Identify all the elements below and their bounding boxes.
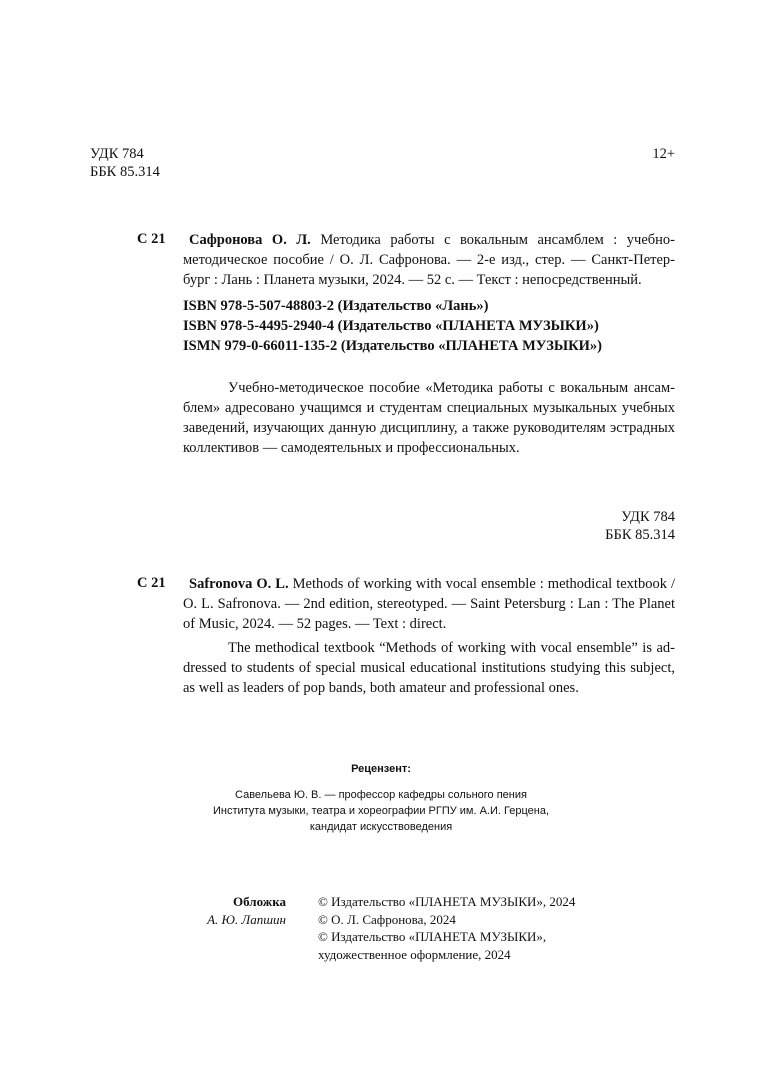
- en-entry-continuation: [183, 594, 675, 634]
- en-classification: [540, 508, 675, 544]
- reviewer-line-2: Института музыки, театра и хореографии РГПУ им. А.И. Герцена,: [212, 805, 550, 817]
- en-abstract-line-2: dressed to students of special musical educational institutions studying this subject,: [183, 660, 675, 676]
- ru-abstract-line-4: коллективов — самодеятельных и профессиональных.: [183, 440, 520, 456]
- reviewer-line-3: кандидат искусствоведения: [309, 821, 453, 833]
- en-entry-description: [189, 574, 675, 594]
- en-abstract-line-1: The methodical textbook “Methods of working with vocal ensemble” is ad-: [228, 640, 675, 656]
- ru-entry-code: С 21: [137, 231, 166, 247]
- en-abstract: [183, 638, 675, 698]
- udk-code: УДК 784: [90, 146, 144, 162]
- en-entry-title: Methods of working with vocal ensemble : methodical textbook /: [292, 576, 675, 592]
- isbn-lan: ISBN 978-5-507-48803-2 (Издательство «Лань»): [183, 298, 489, 314]
- en-abstract-line-3: as well as leaders of pop bands, both amateur and professional ones.: [183, 680, 579, 696]
- en-entry-line-2: O. L. Safronova. — 2nd edition, stereotyped. — Saint Petersburg : Lan : The Planet: [183, 596, 675, 612]
- en-entry-code: С 21: [137, 575, 166, 591]
- en-entry-line-3: of Music, 2024. — 52 pages. — Text : direct.: [183, 616, 447, 632]
- copyright-list: [318, 893, 575, 963]
- ru-entry-line-2: методическое пособие / О. Л. Сафронова. — 2-е изд., стер. — Санкт-Петер-: [183, 252, 675, 268]
- ru-entry-author: Сафронова О. Л.: [189, 232, 311, 248]
- ru-entry-line-3: бург : Лань : Планета музыки, 2024. — 52 с. — Текст : непосредственный.: [183, 272, 642, 288]
- ru-abstract-line-1: Учебно-методическое пособие «Методика работы с вокальным ансам-: [228, 380, 675, 396]
- bbk-code: ББК 85.314: [90, 164, 160, 180]
- isbn-planeta: ISBN 978-5-4495-2940-4 (Издательство «ПЛАНЕТА МУЗЫКИ»): [183, 318, 599, 334]
- cover-credit: [190, 893, 286, 929]
- ru-entry-description: [189, 230, 675, 250]
- age-rating: 12+: [652, 146, 675, 162]
- isbn-list: [183, 296, 602, 356]
- en-entry-line-1: [189, 574, 675, 594]
- en-entry-author: Safronova O. L.: [189, 576, 289, 592]
- ru-abstract: [183, 378, 675, 458]
- reviewer-line-1: Савельева Ю. В. — профессор кафедры сольного пения: [235, 789, 527, 801]
- ru-abstract-line-3: заведений, изучающих данную дисциплину, а также руководителям эстрадных: [183, 420, 675, 436]
- ru-entry-continuation: [183, 250, 675, 290]
- copyright-line-2: © О. Л. Сафронова, 2024: [318, 911, 456, 927]
- copyright-line-4: художественное оформление, 2024: [318, 946, 511, 962]
- cover-artist: А. Ю. Лапшин: [207, 912, 286, 927]
- en-udk-code: УДК 784: [621, 509, 675, 525]
- ru-entry-title: Методика работы с вокальным ансамблем : учебно-: [320, 232, 676, 248]
- copyright-line-3: © Издательство «ПЛАНЕТА МУЗЫКИ»,: [318, 929, 547, 944]
- ru-entry-line-1: [189, 230, 675, 250]
- cover-label: Обложка: [233, 894, 286, 909]
- copyright-line-1: © Издательство «ПЛАНЕТА МУЗЫКИ», 2024: [318, 894, 576, 909]
- reviewer-title: Рецензент:: [351, 763, 411, 775]
- ismn-planeta: ISMN 979-0-66011-135-2 (Издательство «ПЛАНЕТА МУЗЫКИ»): [183, 338, 602, 354]
- en-bbk-code: ББК 85.314: [605, 527, 675, 543]
- ru-abstract-line-2: блем» адресовано учащимся и студентам специальных музыкальных учебных: [183, 400, 675, 416]
- reviewer-details: [183, 787, 579, 835]
